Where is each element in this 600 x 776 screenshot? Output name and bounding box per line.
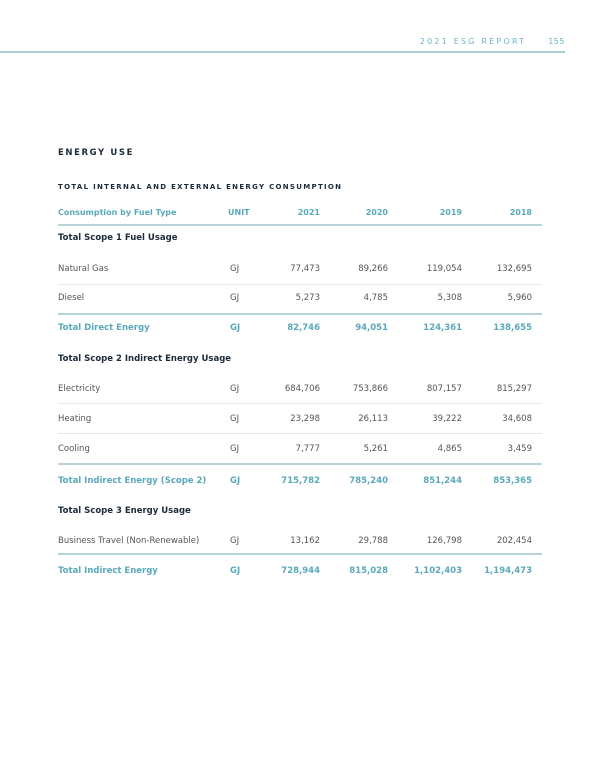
value-cell: 4,785 bbox=[363, 293, 388, 303]
value-cell: 77,473 bbox=[290, 264, 320, 274]
unit-cell: UNIT bbox=[228, 208, 250, 217]
unit-cell: GJ bbox=[230, 414, 240, 424]
value-cell: 29,788 bbox=[358, 536, 388, 546]
value-cell: 5,273 bbox=[295, 293, 320, 303]
value-cell: 2021 bbox=[297, 208, 320, 217]
value-cell: 3,459 bbox=[507, 444, 532, 454]
row-divider bbox=[58, 463, 542, 465]
value-cell: 5,261 bbox=[363, 444, 388, 454]
table-title: TOTAL INTERNAL AND EXTERNAL ENERGY CONSUMPTION bbox=[58, 183, 343, 191]
row-divider bbox=[58, 433, 542, 434]
unit-cell: GJ bbox=[230, 384, 240, 394]
table-row bbox=[58, 293, 542, 307]
row-label: Natural Gas bbox=[58, 264, 109, 274]
unit-cell: GJ bbox=[230, 323, 241, 333]
total-row bbox=[58, 566, 542, 580]
value-cell: 94,051 bbox=[355, 323, 388, 333]
value-cell: 138,655 bbox=[493, 323, 532, 333]
value-cell: 39,222 bbox=[432, 414, 462, 424]
row-label: Total Indirect Energy (Scope 2) bbox=[58, 476, 207, 486]
value-cell: 715,782 bbox=[281, 476, 320, 486]
value-cell: 728,944 bbox=[281, 566, 320, 576]
row-divider bbox=[58, 224, 542, 226]
unit-cell: GJ bbox=[230, 264, 240, 274]
value-cell: 13,162 bbox=[290, 536, 320, 546]
group-heading: Total Scope 3 Energy Usage bbox=[58, 506, 191, 516]
page-header bbox=[420, 37, 565, 46]
unit-cell: GJ bbox=[230, 566, 241, 576]
table-row bbox=[58, 264, 542, 278]
value-cell: 132,695 bbox=[496, 264, 532, 274]
table-row bbox=[58, 444, 542, 458]
value-cell: 7,777 bbox=[295, 444, 320, 454]
row-divider bbox=[58, 403, 542, 404]
value-cell: 853,365 bbox=[493, 476, 532, 486]
value-cell: 807,157 bbox=[426, 384, 462, 394]
row-label: Diesel bbox=[58, 293, 85, 303]
value-cell: 2020 bbox=[365, 208, 388, 217]
value-cell: 124,361 bbox=[423, 323, 462, 333]
unit-cell: GJ bbox=[230, 293, 240, 303]
value-cell: 2018 bbox=[509, 208, 532, 217]
value-cell: 1,102,403 bbox=[414, 566, 462, 576]
row-label: Business Travel (Non-Renewable) bbox=[58, 536, 200, 546]
value-cell: 5,308 bbox=[437, 293, 462, 303]
row-label: Total Indirect Energy bbox=[58, 566, 158, 576]
row-label: Consumption by Fuel Type bbox=[58, 208, 177, 217]
value-cell: 785,240 bbox=[349, 476, 388, 486]
value-cell: 26,113 bbox=[358, 414, 388, 424]
table-header-row bbox=[58, 208, 542, 222]
value-cell: 4,865 bbox=[437, 444, 462, 454]
value-cell: 851,244 bbox=[423, 476, 462, 486]
report-title: 2021 ESG REPORT bbox=[419, 37, 527, 46]
value-cell: 1,194,473 bbox=[484, 566, 532, 576]
value-cell: 2019 bbox=[439, 208, 462, 217]
value-cell: 5,960 bbox=[507, 293, 532, 303]
value-cell: 753,866 bbox=[352, 384, 388, 394]
row-divider bbox=[58, 313, 542, 315]
row-label: Heating bbox=[58, 414, 92, 424]
section-title: ENERGY USE bbox=[58, 148, 135, 158]
group-heading: Total Scope 2 Indirect Energy Usage bbox=[58, 354, 232, 364]
value-cell: 202,454 bbox=[496, 536, 532, 546]
value-cell: 89,266 bbox=[358, 264, 388, 274]
total-row bbox=[58, 476, 542, 490]
table-row bbox=[58, 414, 542, 428]
group-heading: Total Scope 1 Fuel Usage bbox=[58, 233, 178, 243]
total-row bbox=[58, 323, 542, 337]
header-rule bbox=[0, 51, 565, 53]
value-cell: 815,028 bbox=[349, 566, 388, 576]
value-cell: 23,298 bbox=[290, 414, 320, 424]
row-divider bbox=[58, 284, 542, 285]
table-row bbox=[58, 384, 542, 398]
value-cell: 119,054 bbox=[426, 264, 462, 274]
unit-cell: GJ bbox=[230, 536, 240, 546]
row-label: Total Direct Energy bbox=[58, 323, 150, 333]
unit-cell: GJ bbox=[230, 444, 240, 454]
row-divider bbox=[58, 553, 542, 555]
value-cell: 34,608 bbox=[502, 414, 532, 424]
value-cell: 815,297 bbox=[496, 384, 532, 394]
table-row bbox=[58, 536, 542, 550]
row-label: Cooling bbox=[58, 444, 90, 454]
value-cell: 126,798 bbox=[426, 536, 462, 546]
value-cell: 684,706 bbox=[284, 384, 320, 394]
unit-cell: GJ bbox=[230, 476, 241, 486]
value-cell: 82,746 bbox=[287, 323, 320, 333]
page-number: 155 bbox=[548, 37, 565, 46]
row-label: Electricity bbox=[58, 384, 101, 394]
